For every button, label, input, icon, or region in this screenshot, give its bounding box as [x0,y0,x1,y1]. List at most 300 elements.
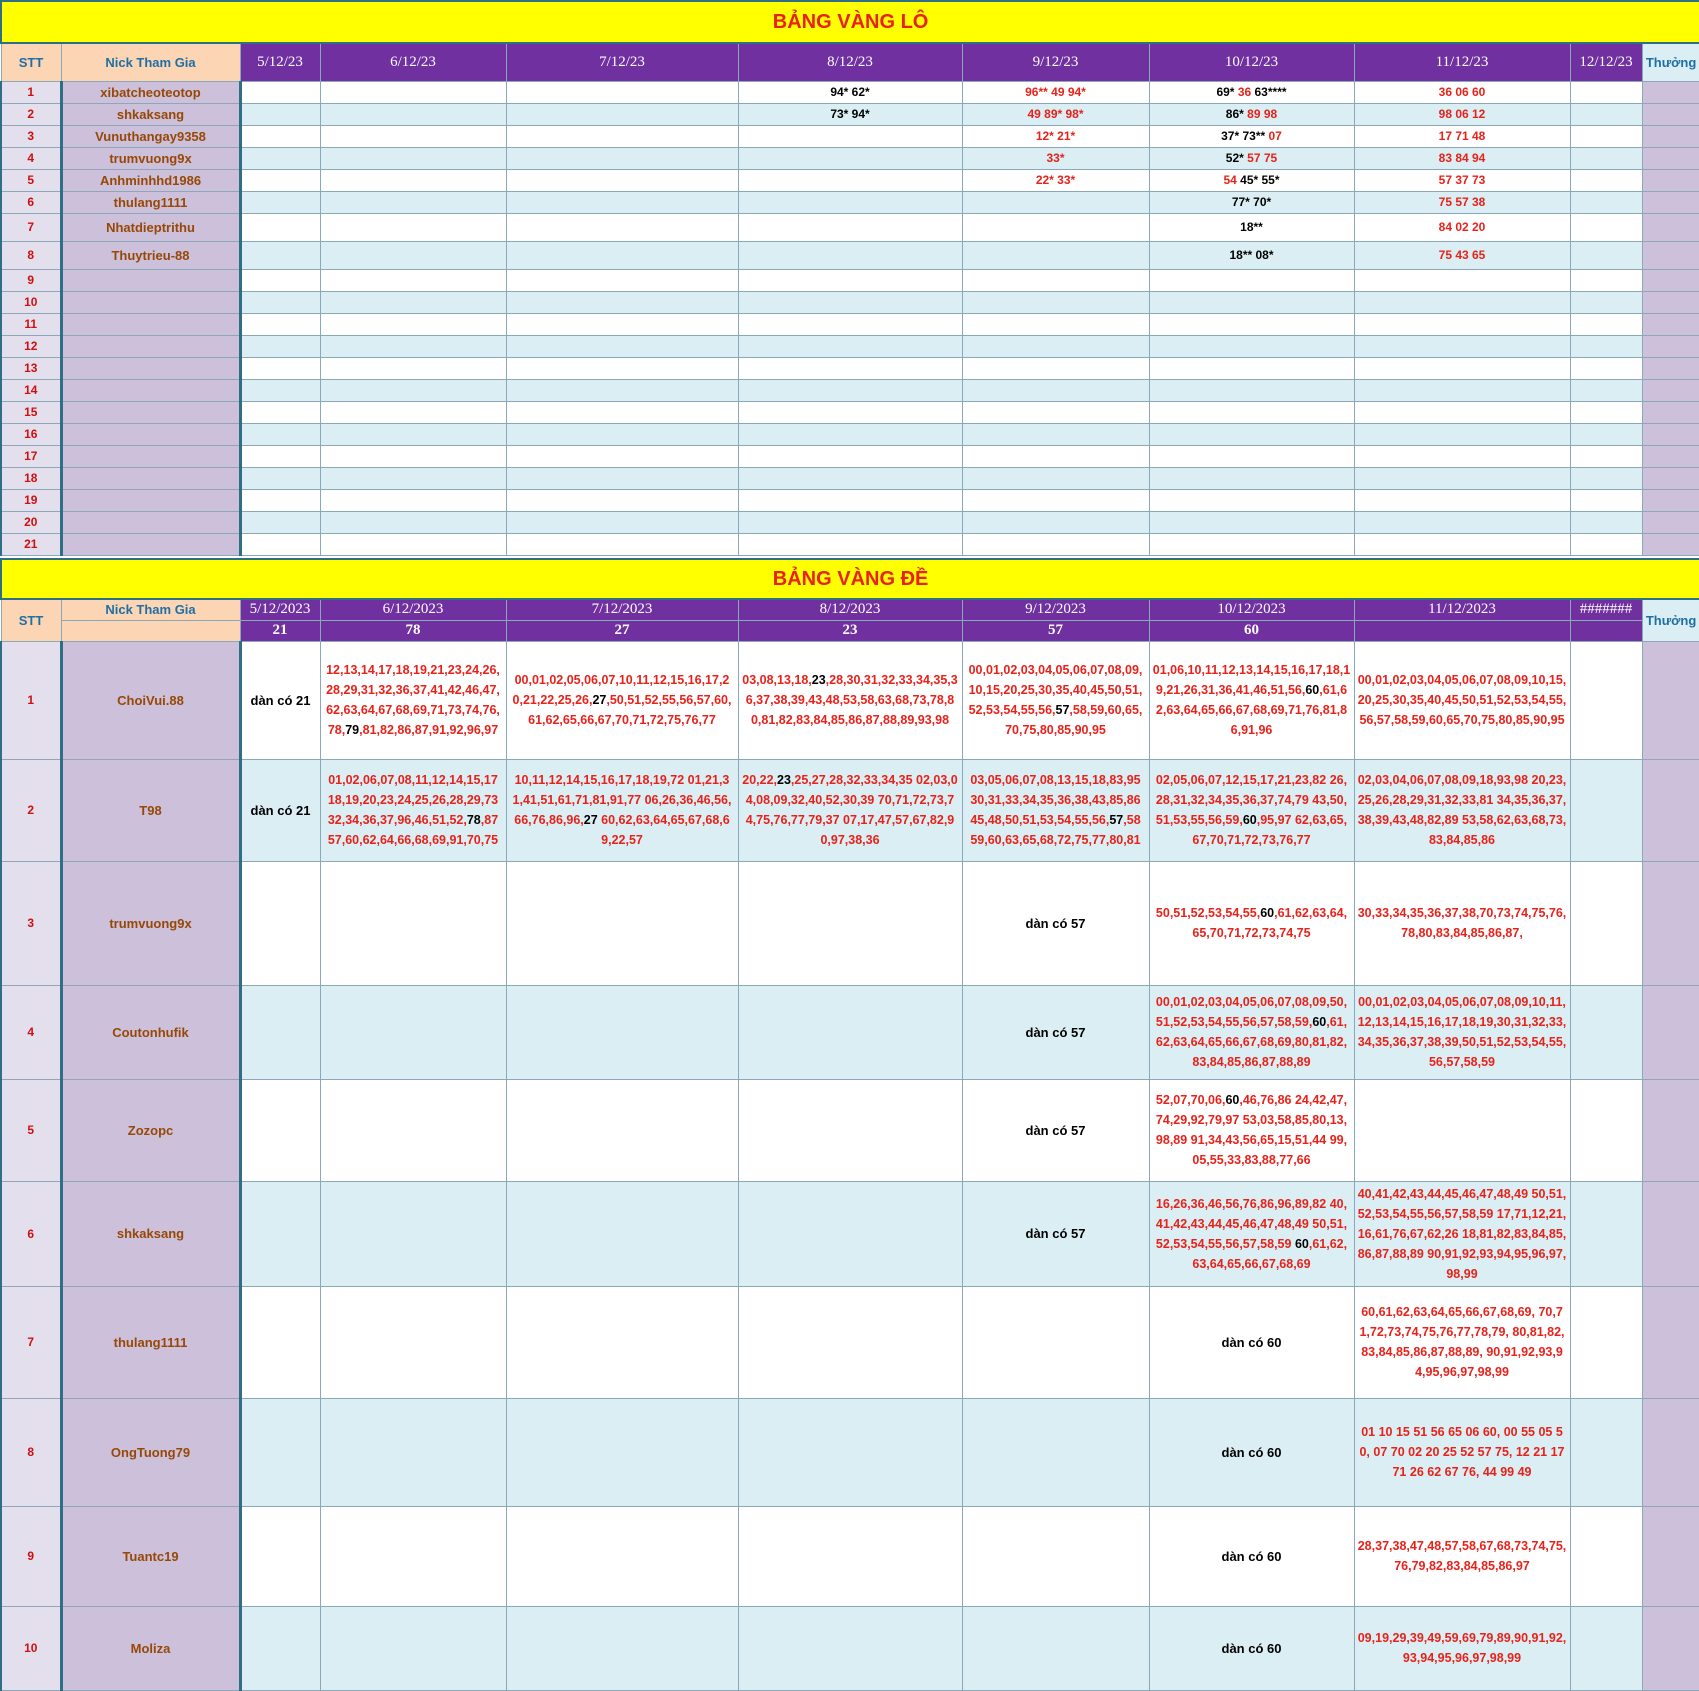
lo-entry-cell [1570,313,1642,335]
header-date: 10/12/2023 [1149,599,1354,620]
number-segment: 60 [1294,1236,1309,1251]
row-nick: Vunuthangay9358 [61,125,240,147]
header-date: 9/12/2023 [962,599,1149,620]
row-thuong [1642,511,1699,533]
de-entry-cell [320,1606,506,1690]
row-nick [61,511,240,533]
table-row [1,1079,1699,1181]
row-stt: 17 [1,445,61,467]
row-nick: Coutonhufik [61,985,240,1079]
de-entry-cell [506,641,738,759]
number-segment: 45* 55* [1240,173,1280,187]
row-nick: shkaksang [61,1181,240,1286]
table-row [1,335,1699,357]
number-segment: 30,33,34,35,36,37,38,70,73,74,75,76,78,80,83,84,85,86,87, [1357,906,1567,940]
lo-entry-cell [962,379,1149,401]
number-segment: 23 [811,673,826,687]
de-entry-cell [1354,1398,1570,1506]
number-segment: 18** [1240,220,1263,234]
de-entry-cell [1149,1079,1354,1181]
de-entry-cell [1354,1079,1570,1181]
row-thuong [1642,241,1699,269]
lo-entry-cell [738,81,962,103]
table-row [1,313,1699,335]
row-thuong [1642,81,1699,103]
row-stt: 16 [1,423,61,445]
number-segment: 57 75 [1247,151,1278,165]
lo-entry-cell [240,379,320,401]
de-entry-cell [1149,1181,1354,1286]
number-segment: 50,51,52,53,54,55, [1155,906,1261,920]
de-entry-cell [738,641,962,759]
de-entry-cell [1354,641,1570,759]
number-segment: ,58,59,60,65,70,75,80,85,90,95 [1005,703,1143,737]
lo-entry-cell [320,269,506,291]
de-entry-cell [506,759,738,861]
lo-entry-cell [1570,147,1642,169]
row-thuong [1642,533,1699,555]
number-segment: 36 [1237,85,1255,99]
lo-entry-cell [1149,467,1354,489]
lo-entry-cell [738,511,962,533]
lo-entry-cell [738,489,962,511]
de-entry-cell [962,1506,1149,1606]
lo-entry-cell [1149,291,1354,313]
lo-entry-cell [962,401,1149,423]
table-row [1,423,1699,445]
header-result: 23 [738,620,962,641]
lo-entry-cell [1149,213,1354,241]
lo-entry-cell [738,103,962,125]
lo-entry-cell [240,103,320,125]
number-segment: ,25,27,28,32,33,34,35 02,03,04,08,09,32,40,52,30,39 70,71,72,73,74,75,76,77,79,37 07,17,47,57,67,82,90,97,38,36 [745,773,958,847]
row-thuong [1642,1286,1699,1398]
lo-entry-cell [320,423,506,445]
de-entry-cell [506,1181,738,1286]
de-entry-cell [506,1286,738,1398]
row-nick [61,269,240,291]
de-entry-cell [1570,1506,1642,1606]
number-segment: 57 [1109,813,1124,827]
lo-entry-cell [1149,401,1354,423]
header-date: 8/12/23 [738,43,962,81]
row-stt: 10 [1,291,61,313]
number-segment: dàn có 21 [250,802,311,818]
row-stt: 9 [1,269,61,291]
de-entry-cell [738,1398,962,1506]
row-stt: 2 [1,103,61,125]
number-segment: 27 [583,813,598,827]
lo-entry-cell [506,103,738,125]
row-nick: T98 [61,759,240,861]
table-row [1,1606,1699,1690]
number-segment: ,87 57,60,62,64,66,68,69,91,70,75 [327,813,499,847]
de-entry-cell [506,1506,738,1606]
number-segment: 96** 49 94* [1025,85,1086,99]
de-entry-cell [1570,641,1642,759]
row-nick [61,313,240,335]
lo-entry-cell [738,169,962,191]
lo-entry-cell [1354,269,1570,291]
lo-entry-cell [738,357,962,379]
lo-entry-cell [506,291,738,313]
number-segment: 01 10 15 51 56 65 06 60, 00 55 05 50, 07 70 02 20 25 52 57 75, 12 21 17 71 26 62 67 76, 44 99 49 [1359,1425,1565,1479]
table-row [1,1506,1699,1606]
number-segment: 00,01,02,03,04,05,06,07,08,09,10,15,20,25,30,35,40,45,50,51,52,53,54,55,56, [968,663,1143,717]
lo-entry-cell [962,269,1149,291]
lo-entry-cell [1149,241,1354,269]
lo-entry-cell [320,147,506,169]
table-row [1,269,1699,291]
number-segment: 03,05,06,07,08,13,15,18,83,95 30,31,33,34,35,36,38,43,85,86 45,48,50,51,53,54,55,56, [970,773,1141,827]
number-segment: dàn có 60 [1221,1334,1282,1350]
header-date: 5/12/23 [240,43,320,81]
header-date: 12/12/23 [1570,43,1642,81]
number-segment: 94* 62* [830,85,870,99]
number-segment: 78 [466,813,481,827]
row-nick [61,533,240,555]
header-date: 8/12/2023 [738,599,962,620]
lo-entry-cell [1149,147,1354,169]
row-nick: ChoiVui.88 [61,641,240,759]
lo-entry-cell [240,357,320,379]
lo-entry-cell [1354,103,1570,125]
lo-entry-cell [320,81,506,103]
row-stt: 3 [1,861,61,985]
lo-entry-cell [1570,401,1642,423]
lo-entry-cell [506,213,738,241]
header-date: 10/12/23 [1149,43,1354,81]
de-entry-cell [738,985,962,1079]
number-segment: ,61,62,63,64,65,70,71,72,73,74,75 [1192,906,1348,940]
lo-entry-cell [962,103,1149,125]
de-entry-cell [1570,759,1642,861]
lo-entry-cell [962,81,1149,103]
lo-entry-cell [1570,291,1642,313]
header-date: 6/12/23 [320,43,506,81]
lo-entry-cell [240,291,320,313]
table-row [1,291,1699,313]
lo-entry-cell [240,335,320,357]
number-segment: dàn có 57 [1025,1122,1086,1138]
table-row [1,147,1699,169]
row-thuong [1642,1181,1699,1286]
header-date: 6/12/2023 [320,599,506,620]
header-result: 57 [962,620,1149,641]
lo-entry-cell [240,489,320,511]
row-nick [61,379,240,401]
lo-entry-cell [738,191,962,213]
number-segment: dàn có 57 [1025,915,1086,931]
lo-entry-cell [1149,191,1354,213]
header-nick: Nick Tham Gia [61,599,240,620]
lo-entry-cell [240,213,320,241]
lo-entry-cell [240,81,320,103]
lo-entry-cell [1570,511,1642,533]
number-segment: ,61,62,63,64,65,66,67,68,69,71,76,81,86,91,96 [1155,683,1348,737]
de-entry-cell [962,641,1149,759]
lo-entry-cell [738,291,962,313]
number-segment: dàn có 21 [250,692,311,708]
number-segment: 54 [1223,173,1241,187]
row-nick: Zozopc [61,1079,240,1181]
de-entry-cell [240,861,320,985]
lo-entry-cell [506,401,738,423]
row-stt: 19 [1,489,61,511]
number-segment: 01,02,06,07,08,11,12,14,15,17 18,19,20,23,24,25,26,28,29,73 32,34,36,37,96,46,51,52, [327,773,499,827]
row-thuong [1642,213,1699,241]
header-result: 60 [1149,620,1354,641]
table-row [1,103,1699,125]
de-entry-cell [1570,1079,1642,1181]
de-entry-cell [962,1606,1149,1690]
row-stt: 11 [1,313,61,335]
de-entry-cell [962,759,1149,861]
lo-entry-cell [962,335,1149,357]
table-row [1,759,1699,861]
number-segment: ,58 59,60,63,65,68,72,75,77,80,81 [970,813,1141,847]
number-segment: 60 [1260,906,1275,920]
row-thuong [1642,335,1699,357]
lo-entry-cell [506,147,738,169]
de-entry-cell [1354,759,1570,861]
number-segment: 37* 73** [1221,129,1269,143]
row-nick [61,423,240,445]
de-entry-cell [240,1079,320,1181]
row-stt: 1 [1,81,61,103]
lo-entry-cell [240,445,320,467]
number-segment: 12* 21* [1035,129,1076,143]
lo-entry-cell [240,533,320,555]
lo-entry-cell [1354,313,1570,335]
number-segment: 36 06 60 [1438,85,1486,99]
row-stt: 14 [1,379,61,401]
row-thuong [1642,641,1699,759]
row-thuong [1642,423,1699,445]
lo-entry-cell [320,313,506,335]
number-segment: 09,19,29,39,49,59,69,79,89,90,91,92,93,94,95,96,97,98,99 [1357,1631,1567,1665]
number-segment: 27 [592,693,607,707]
header-date: 5/12/2023 [240,599,320,620]
number-segment: ,61,62,63,64,65,66,67,68,69 [1192,1236,1348,1271]
row-thuong [1642,1398,1699,1506]
lo-entry-cell [1570,489,1642,511]
row-nick: Tuantc19 [61,1506,240,1606]
de-banner-title: BẢNG VÀNG ĐỀ [1,559,1699,599]
table-row [1,81,1699,103]
lo-entry-cell [240,401,320,423]
lo-entry-cell [1570,379,1642,401]
lo-entry-cell [738,125,962,147]
lo-entry-cell [1354,125,1570,147]
number-segment: 60,62,63,64,65,67,68,69,22,57 [597,813,730,847]
lo-entry-cell [738,467,962,489]
row-thuong [1642,467,1699,489]
row-stt: 5 [1,169,61,191]
lo-entry-cell [1570,533,1642,555]
lo-entry-cell [320,467,506,489]
lo-entry-cell [962,467,1149,489]
lo-entry-cell [320,169,506,191]
header-date: ####### [1570,599,1642,620]
lo-entry-cell [1354,335,1570,357]
lo-entry-cell [1570,81,1642,103]
header-result: 27 [506,620,738,641]
lo-entry-cell [506,335,738,357]
lo-entry-cell [506,241,738,269]
lo-entry-cell [1354,357,1570,379]
table-row [1,357,1699,379]
lo-entry-cell [1149,445,1354,467]
lo-entry-cell [738,335,962,357]
de-entry-cell [1570,1398,1642,1506]
lo-entry-cell [962,169,1149,191]
lo-entry-cell [1149,125,1354,147]
number-segment: 75 43 65 [1438,248,1486,262]
lo-entry-cell [738,423,962,445]
table-row [1,125,1699,147]
de-entry-cell [1354,861,1570,985]
lo-entry-cell [1354,169,1570,191]
lo-entry-cell [962,213,1149,241]
lo-entry-cell [1354,533,1570,555]
de-entry-cell [738,1506,962,1606]
lo-entry-cell [240,423,320,445]
row-nick [61,445,240,467]
lo-entry-cell [320,357,506,379]
row-stt: 9 [1,1506,61,1606]
number-segment: ,28,30,31,32,33,34,35,36,37,38,39,43,48,53,58,63,68,73,78,80,81,82,83,84,85,86,87,88,89,93,98 [745,673,958,727]
lo-entry-cell [1354,291,1570,313]
lo-entry-cell [962,511,1149,533]
table-row [1,1286,1699,1398]
lo-entry-cell [1149,169,1354,191]
number-segment: ,46,76,86 24,42,47,74,29,92,79,97 53,03,58,85,80,13,98,89 91,34,43,56,65,15,51,44 99,05,55,33,83,88,77,66 [1155,1093,1348,1167]
row-thuong [1642,291,1699,313]
lo-entry-cell [962,533,1149,555]
number-segment: 75 57 38 [1438,195,1486,209]
lo-entry-cell [962,313,1149,335]
lo-entry-cell [738,241,962,269]
row-nick [61,291,240,313]
row-stt: 8 [1,241,61,269]
lo-entry-cell [1149,489,1354,511]
lo-entry-cell [506,269,738,291]
de-entry-cell [738,1606,962,1690]
de-entry-cell [1149,759,1354,861]
lo-entry-cell [240,191,320,213]
lo-entry-cell [1570,191,1642,213]
de-table [0,558,1699,1691]
lo-entry-cell [1149,81,1354,103]
row-stt: 7 [1,213,61,241]
row-nick: Anhminhhd1986 [61,169,240,191]
header-date: 11/12/23 [1354,43,1570,81]
row-nick: xibatcheoteotop [61,81,240,103]
table-row [1,379,1699,401]
de-entry-cell [1570,1181,1642,1286]
row-thuong [1642,313,1699,335]
number-segment: 01,06,10,11,12,13,14,15,16,17,18,19,21,26,31,36,41,46,51,56, [1152,663,1351,697]
row-thuong [1642,1606,1699,1690]
de-entry-cell [240,1398,320,1506]
row-thuong [1642,269,1699,291]
lo-entry-cell [240,147,320,169]
lo-entry-cell [320,125,506,147]
header-result: 78 [320,620,506,641]
de-entry-cell [1354,985,1570,1079]
number-segment: 60 [1312,1015,1327,1029]
table-row [1,489,1699,511]
row-thuong [1642,759,1699,861]
row-stt: 18 [1,467,61,489]
row-stt: 2 [1,759,61,861]
lo-entry-cell [506,125,738,147]
row-nick: thulang1111 [61,1286,240,1398]
number-segment: 00,01,02,03,04,05,06,07,08,09,10,11,12,13,14,15,16,17,18,19,30,31,32,33,34,35,36,37,38,39,50,51,52,53,54,55,56,57,58,59 [1357,995,1567,1069]
row-nick [61,467,240,489]
number-segment: 89 98 [1247,107,1278,121]
row-stt: 6 [1,191,61,213]
table-row [1,213,1699,241]
lo-entry-cell [738,401,962,423]
table-row [1,861,1699,985]
lo-entry-cell [962,445,1149,467]
row-nick: shkaksang [61,103,240,125]
lo-entry-cell [320,241,506,269]
de-entry-cell [240,985,320,1079]
number-segment: dàn có 57 [1025,1226,1086,1241]
lo-table [0,0,1699,556]
number-segment: dàn có 60 [1221,1548,1282,1564]
lo-entry-cell [320,489,506,511]
number-segment: ,95,97 62,63,65,67,70,71,72,73,76,77 [1192,813,1348,847]
number-segment: 60 [1242,813,1257,827]
lo-entry-cell [1354,445,1570,467]
number-segment: 60 [1305,683,1320,697]
lo-entry-cell [506,169,738,191]
de-entry-cell [962,1286,1149,1398]
de-entry-cell [962,861,1149,985]
number-segment: 77* 70* [1231,195,1272,209]
de-entry-cell [240,641,320,759]
lo-entry-cell [738,313,962,335]
de-entry-cell [1570,861,1642,985]
number-segment: 23 [777,773,791,787]
lo-entry-cell [240,313,320,335]
number-segment: 00,01,02,03,04,05,06,07,08,09,10,15,20,25,30,35,40,45,50,51,52,53,54,55,56,57,58,59,60,65,70,75,80,85,90,95 [1357,673,1567,727]
table-row [1,401,1699,423]
lo-entry-cell [1354,379,1570,401]
number-segment: 18** 08* [1229,248,1274,262]
row-stt: 13 [1,357,61,379]
number-segment: 16,26,36,46,56,76,86,96,89,82 40,41,42,43,44,45,46,47,48,49 50,51,52,53,54,55,56,57,58,59 [1155,1196,1348,1251]
lo-entry-cell [240,241,320,269]
de-entry-cell [506,1398,738,1506]
number-segment: ,81,82,86,87,91,92,96,97 [359,723,499,737]
number-segment: 02,03,04,06,07,08,09,18,93,98 20,23,25,26,28,29,31,32,33,81 34,35,36,37,38,39,43,48,82,89 53,58,62,63,68,73,83,84,85,86 [1357,773,1567,847]
lo-entry-cell [1149,379,1354,401]
lo-entry-cell [738,269,962,291]
de-entry-cell [1570,1286,1642,1398]
lo-entry-cell [320,445,506,467]
de-entry-cell [1354,1506,1570,1606]
header-result [1354,620,1570,641]
number-segment: ,61,62,63,64,65,66,67,68,69,80,81,82,83,84,85,86,87,88,89 [1155,1015,1348,1069]
lo-entry-cell [1570,357,1642,379]
row-stt: 12 [1,335,61,357]
row-stt: 4 [1,147,61,169]
